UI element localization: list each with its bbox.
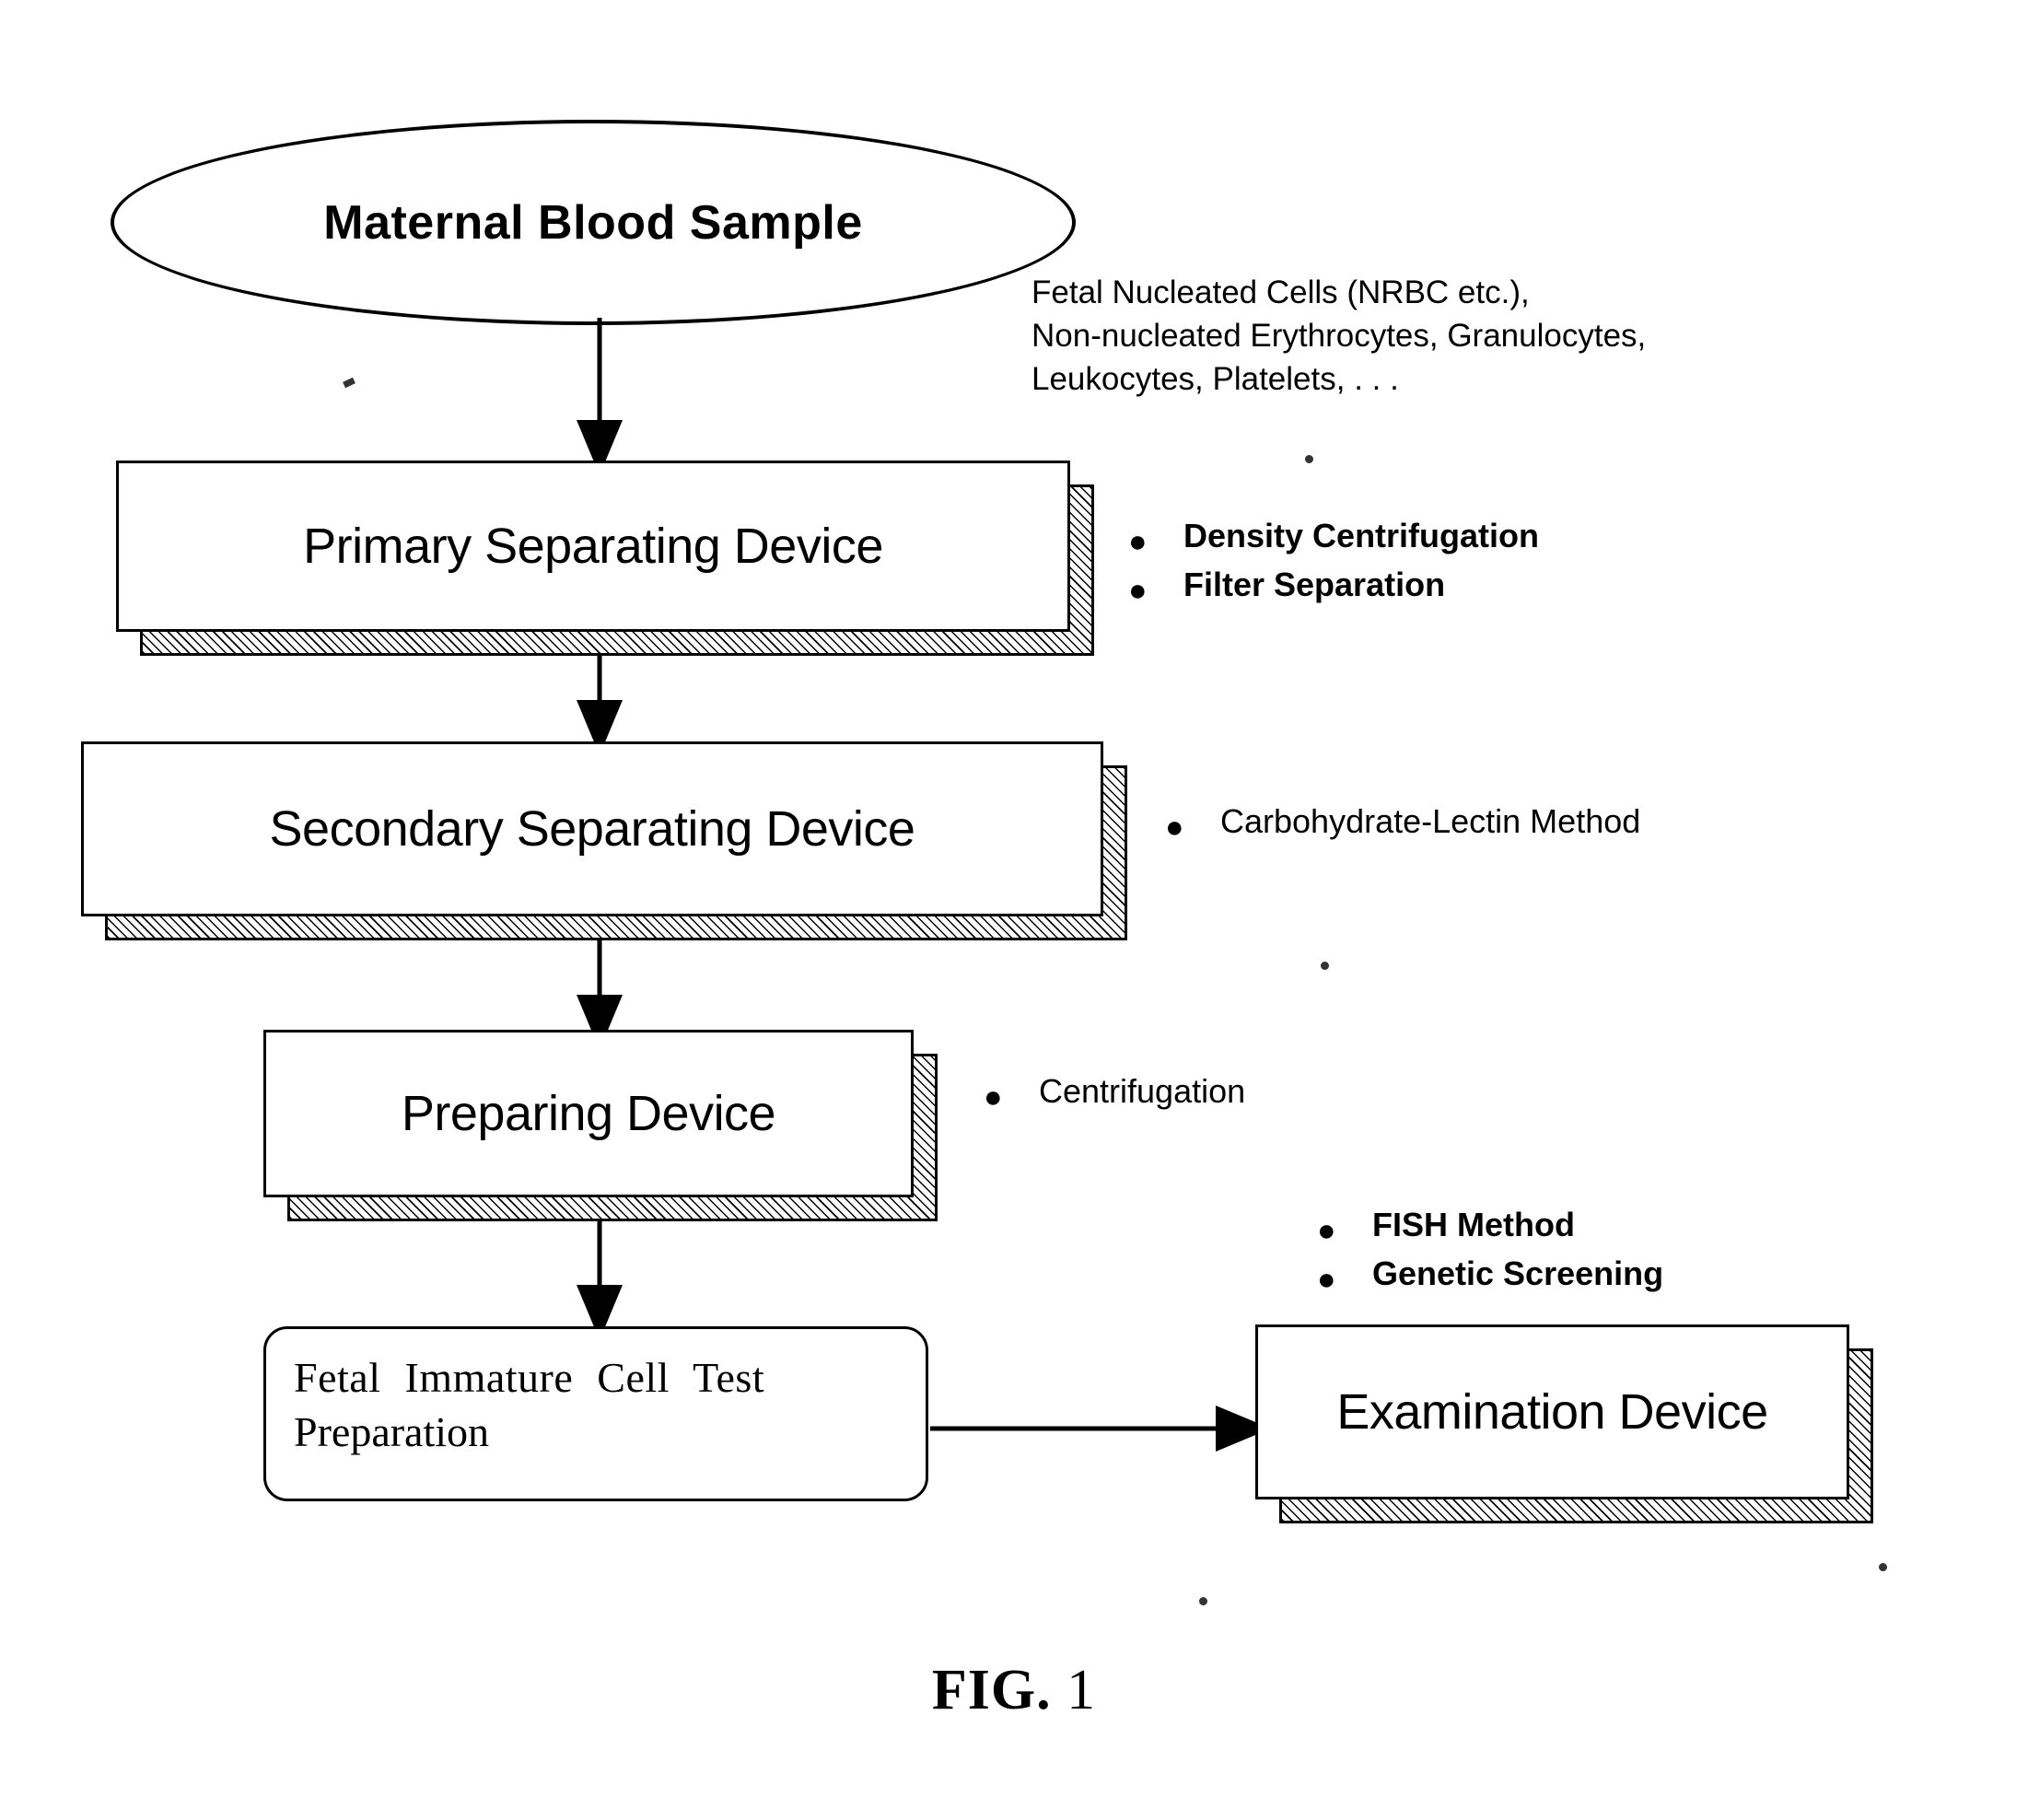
annotation-secondary-methods (1165, 803, 1640, 852)
method-label: Density Centrifugation (1183, 517, 1540, 554)
annotation-blood-contents (1031, 272, 1646, 402)
node-label: Maternal Blood Sample (323, 195, 863, 250)
method-label: Filter Separation (1183, 566, 1446, 603)
bullet-icon: ● (1128, 524, 1148, 559)
method-label: Genetic Screening (1372, 1254, 1664, 1292)
bullet-icon: ● (1165, 810, 1184, 845)
blood-contents-line-3: Leukocytes, Platelets, . . . (1031, 360, 1399, 397)
scan-artifact (1305, 455, 1313, 463)
node-secondary-separating-device (81, 741, 1103, 916)
method-label: Centrifugation (1039, 1072, 1246, 1110)
node-primary-separating-device (116, 461, 1070, 632)
node-label: Examination Device (1336, 1384, 1768, 1440)
scan-artifact (1321, 962, 1329, 970)
list-item (1128, 518, 1539, 557)
node-preparing-device (263, 1030, 914, 1197)
figure-caption-label: FIG. (931, 1659, 1052, 1721)
bullet-icon: ● (1317, 1262, 1336, 1297)
scan-artifact (1199, 1597, 1207, 1605)
preparation-line-1: Fetal Immature Cell Test (294, 1354, 765, 1401)
list-item (1128, 566, 1539, 606)
blood-contents-line-1: Fetal Nucleated Cells (NRBC etc.), (1031, 274, 1530, 310)
box-face (263, 1030, 914, 1197)
preparation-line-2: Preparation (294, 1407, 490, 1455)
node-fetal-immature-cell-test-preparation (263, 1326, 928, 1501)
method-label: Carbohydrate-Lectin Method (1220, 802, 1641, 840)
node-maternal-blood-sample (111, 120, 1076, 325)
blood-contents-line-2: Non-nucleated Erythrocytes, Granulocytes, (1031, 317, 1647, 354)
annotation-primary-methods (1128, 518, 1539, 615)
list-item (1317, 1255, 1663, 1295)
box-face (116, 461, 1070, 632)
bullet-icon: ● (984, 1079, 1003, 1114)
node-label: Preparing Device (401, 1086, 776, 1141)
node-label: Secondary Separating Device (269, 801, 915, 857)
node-examination-device (1255, 1324, 1849, 1499)
method-label: FISH Method (1372, 1206, 1575, 1243)
box-face (81, 741, 1103, 916)
annotation-examination-methods (1317, 1207, 1663, 1304)
figure-caption (0, 1658, 2028, 1723)
bullet-icon: ● (1317, 1213, 1336, 1248)
list-item (1317, 1207, 1663, 1246)
bullet-icon: ● (1128, 573, 1148, 608)
box-face (1255, 1324, 1849, 1499)
figure-caption-number: 1 (1066, 1659, 1097, 1721)
node-label: Primary Separating Device (303, 519, 883, 574)
list-item (1165, 803, 1640, 843)
annotation-preparing-methods (984, 1073, 1245, 1122)
scan-artifact (343, 378, 355, 388)
scan-artifact (1879, 1563, 1887, 1571)
list-item (984, 1073, 1245, 1113)
